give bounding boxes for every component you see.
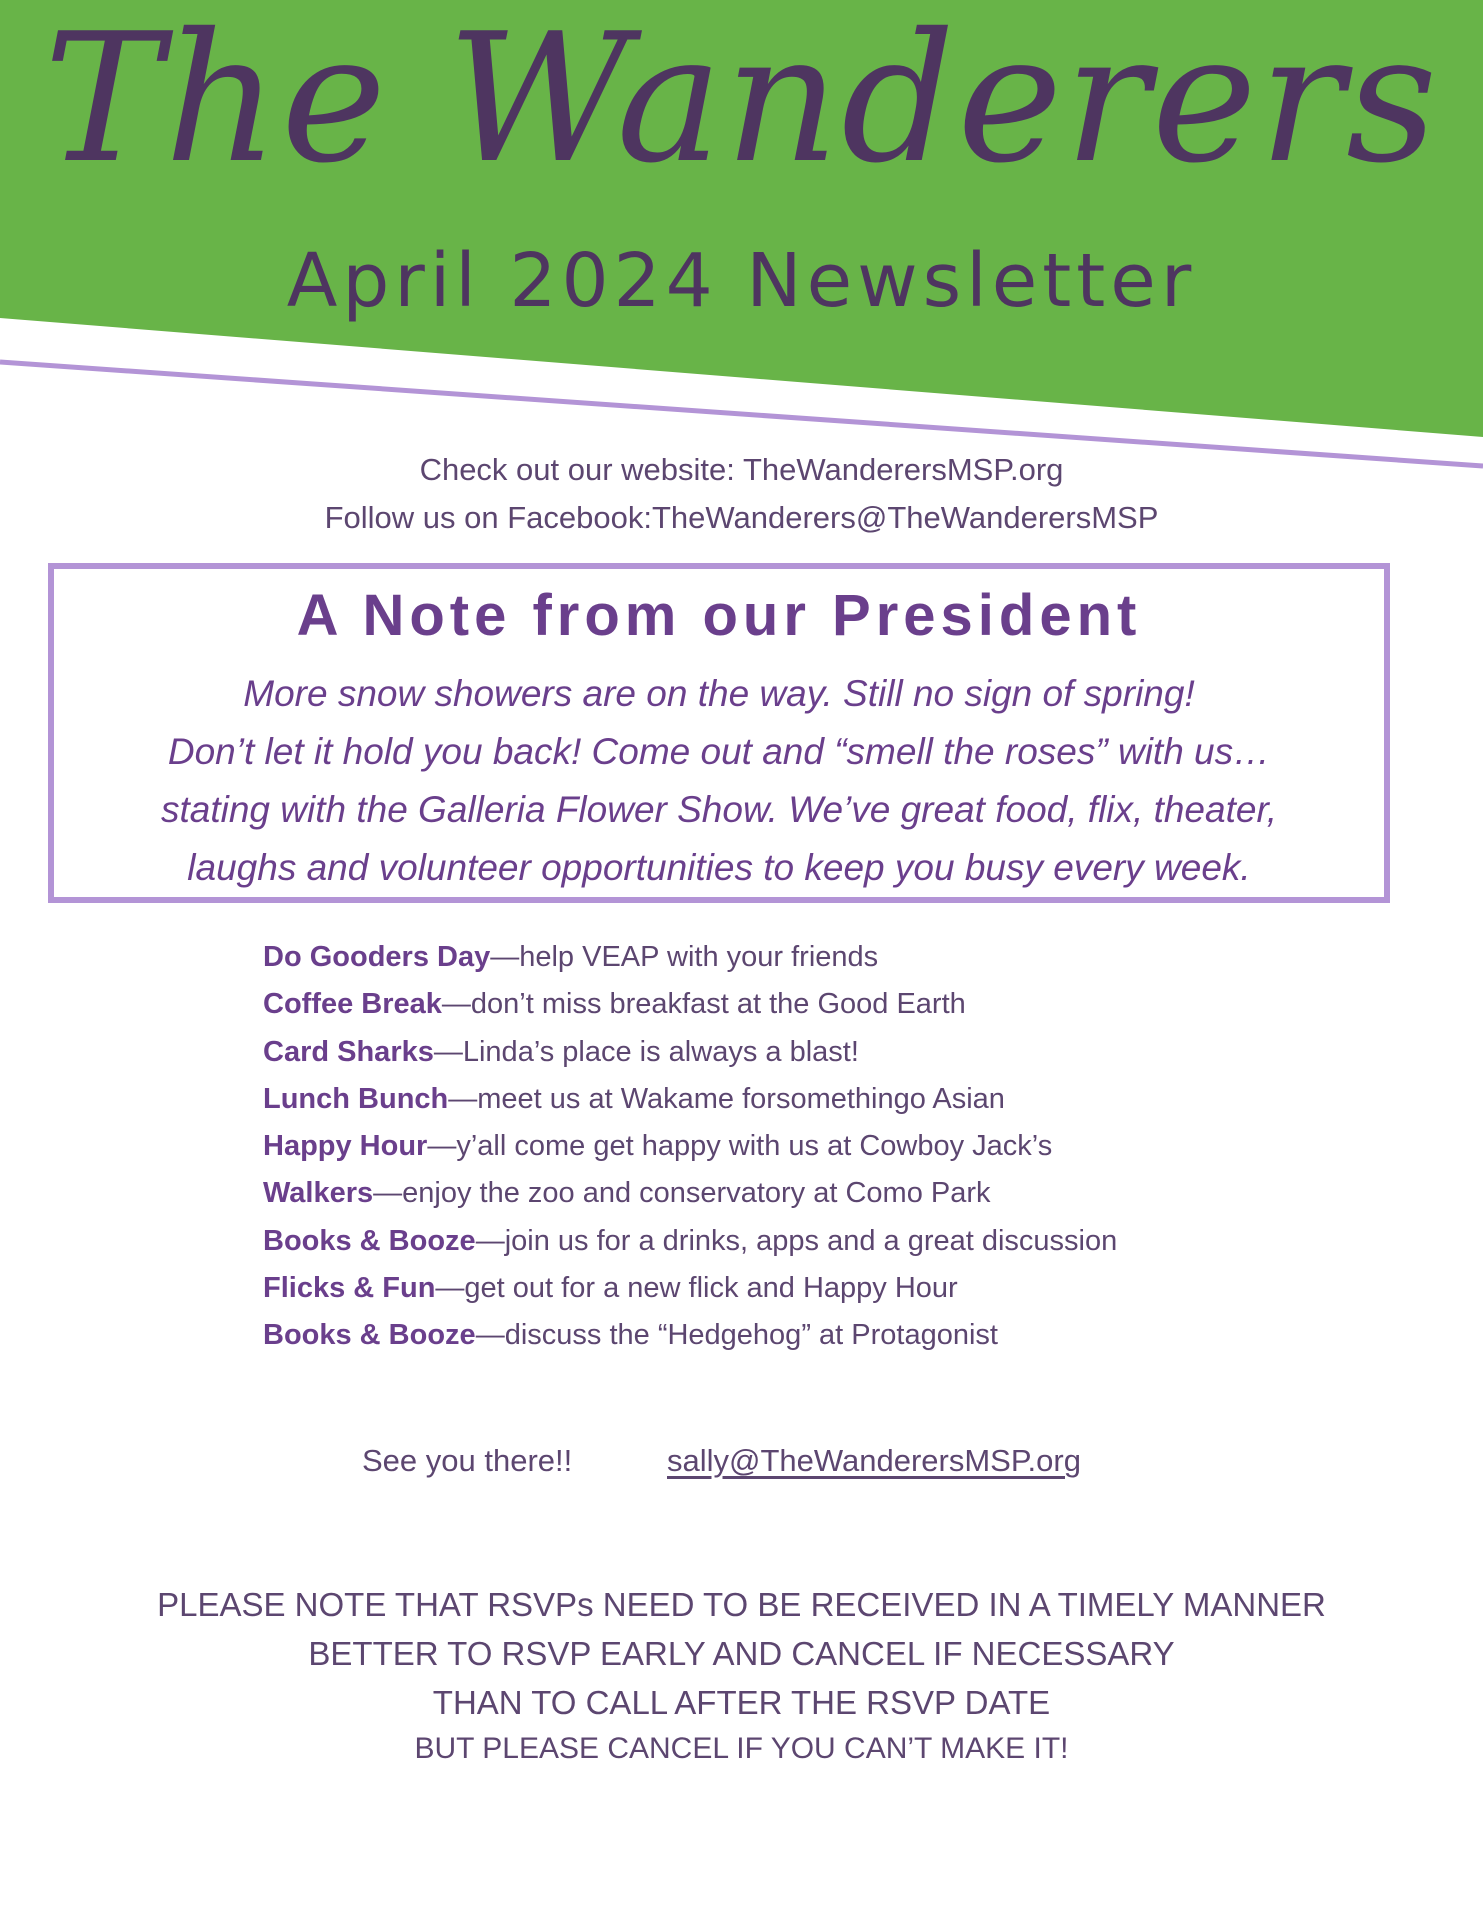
facebook-line[interactable]: Follow us on Facebook:TheWanderers@TheWanderersMSP bbox=[324, 500, 1159, 535]
event-item bbox=[263, 1123, 1363, 1170]
event-item bbox=[263, 1029, 1363, 1076]
note-line: Don’t let it hold you back! Come out and “smell the roses” with us… bbox=[167, 730, 1271, 772]
email-link[interactable]: sally@TheWanderersMSP.org bbox=[667, 1443, 1081, 1478]
event-name: Coffee Break bbox=[263, 988, 442, 1021]
president-note-box bbox=[48, 563, 1390, 903]
contact-links bbox=[0, 446, 1483, 542]
event-desc: —don’t miss breakfast at the Good Earth bbox=[441, 988, 966, 1021]
signoff-text: See you there!! bbox=[362, 1443, 573, 1478]
newsletter-title: The Wanderers bbox=[43, 0, 1440, 202]
event-desc: —enjoy the zoo and conservatory at Como Park bbox=[373, 1177, 991, 1210]
event-desc: —help VEAP with your friends bbox=[490, 941, 879, 973]
event-name: Do Gooders Day bbox=[263, 941, 491, 973]
event-item bbox=[263, 1170, 1363, 1217]
event-desc: —discuss the “Hedgehog” at Protagonist bbox=[475, 1319, 998, 1352]
event-name: Happy Hour bbox=[263, 1130, 428, 1163]
website-line[interactable]: Check out our website: TheWanderersMSP.org bbox=[419, 452, 1064, 487]
rsvp-notice bbox=[0, 1580, 1483, 1771]
note-title: A Note from our President bbox=[296, 583, 1142, 648]
note-line: stating with the Galleria Flower Show. We’ve great food, flix, theater, bbox=[160, 788, 1278, 830]
note-body bbox=[54, 665, 1384, 897]
notice-line: BUT PLEASE CANCEL IF YOU CAN’T MAKE IT! bbox=[414, 1732, 1069, 1765]
event-item bbox=[263, 1218, 1363, 1265]
event-name: Walkers bbox=[263, 1177, 374, 1210]
event-name: Card Sharks bbox=[263, 1035, 434, 1068]
event-desc: —get out for a new flick and Happy Hour bbox=[435, 1272, 958, 1305]
event-desc: —Linda’s place is always a blast! bbox=[433, 1035, 859, 1068]
event-desc: —meet us at Wakame forsomethingo Asian bbox=[448, 1082, 1005, 1115]
event-item bbox=[263, 1312, 1363, 1359]
event-desc: —join us for a drinks, apps and a great discussion bbox=[475, 1224, 1118, 1257]
notice-line: PLEASE NOTE THAT RSVPs NEED TO BE RECEIVED IN A TIMELY MANNER bbox=[157, 1586, 1326, 1623]
notice-line: THAN TO CALL AFTER THE RSVP DATE bbox=[432, 1684, 1051, 1721]
event-name: Lunch Bunch bbox=[263, 1082, 449, 1115]
note-line: More snow showers are on the way. Still no sign of spring! bbox=[243, 672, 1195, 714]
event-item bbox=[263, 934, 1363, 981]
event-item bbox=[263, 981, 1363, 1028]
event-name: Books & Booze bbox=[263, 1224, 476, 1257]
event-desc: —y’all come get happy with us at Cowboy Jack’s bbox=[427, 1130, 1053, 1163]
event-item bbox=[263, 1265, 1363, 1312]
notice-line: BETTER TO RSVP EARLY AND CANCEL IF NECESSARY bbox=[308, 1635, 1175, 1672]
note-line: laughs and volunteer opportunities to keep you busy every week. bbox=[187, 846, 1251, 888]
newsletter-subtitle: April 2024 Newsletter bbox=[286, 238, 1197, 324]
event-item bbox=[263, 1076, 1363, 1123]
event-name: Books & Booze bbox=[263, 1319, 476, 1352]
events-list bbox=[263, 934, 1363, 1360]
event-name: Flicks & Fun bbox=[263, 1272, 436, 1305]
